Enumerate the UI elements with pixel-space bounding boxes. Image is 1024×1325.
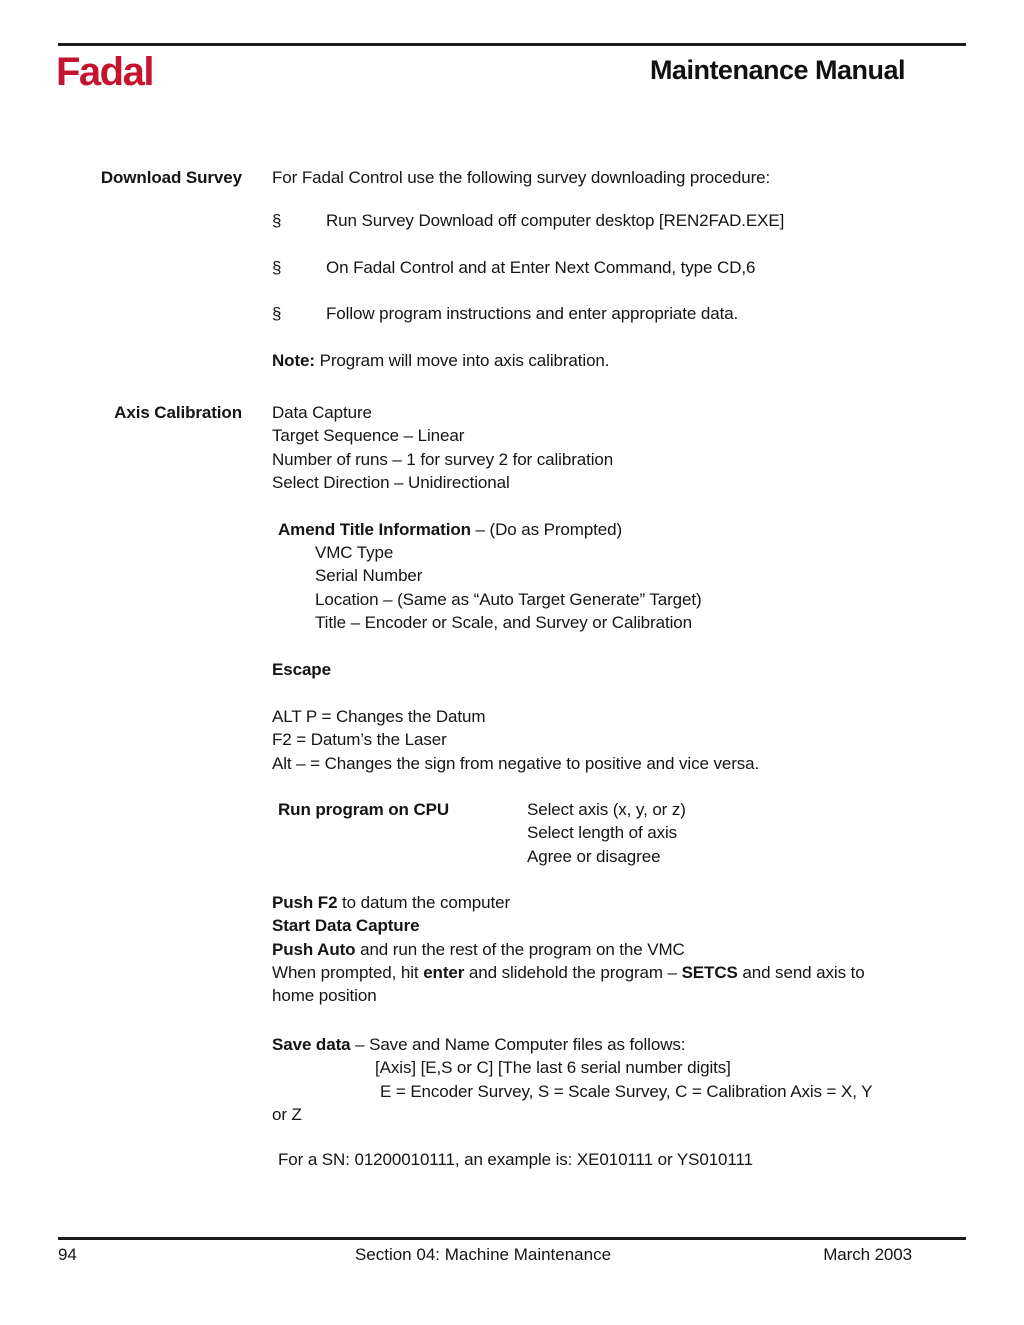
save-data-line: or Z — [272, 1105, 302, 1124]
start-data-capture-bold: Start Data Capture — [272, 916, 420, 936]
axis-calibration-label: Axis Calibration — [114, 403, 242, 422]
key-binding-line: Alt – = Changes the sign from negative to positive and vice versa. — [272, 753, 760, 773]
note-text: Program will move into axis calibration. — [314, 351, 610, 370]
data-capture-line: Data Capture — [272, 403, 372, 422]
manual-title: Maintenance Manual — [649, 55, 905, 85]
section-sign-marker: § — [272, 211, 282, 230]
key-bindings-block — [272, 705, 759, 775]
prompt-text: When prompted, hit — [272, 962, 424, 982]
amend-title-bold: Amend Title Information — [278, 520, 471, 539]
footer-rule — [58, 1237, 966, 1240]
push-step-line: home position — [272, 986, 377, 1006]
fadal-logo: Fadal — [56, 50, 153, 94]
push-f2-bold: Push F2 — [272, 893, 338, 912]
page-number: 94 — [58, 1245, 77, 1264]
note-label: Note: — [272, 351, 315, 370]
save-data-bold: Save data — [272, 1035, 351, 1054]
save-data-line: E = Encoder Survey, S = Scale Survey, C = Calibration Axis = X, Y — [380, 1082, 873, 1101]
cpu-step: Select axis (x, y, or z) — [527, 800, 686, 819]
bullet-item — [272, 256, 755, 279]
cpu-step: Select length of axis — [527, 823, 678, 843]
save-data-line: [Axis] [E,S or C] [The last 6 serial number digits] — [375, 1058, 731, 1077]
sn-example-line: For a SN: 01200010111, an example is: XE010111 or YS010111 — [278, 1150, 753, 1169]
amend-title-rest: – (Do as Prompted) — [470, 520, 623, 539]
bullet-item — [272, 209, 784, 232]
bullet-text: Run Survey Download off computer desktop [REN2FAD.EXE] — [326, 211, 785, 230]
escape-heading: Escape — [272, 660, 331, 679]
push-step-line — [272, 914, 865, 937]
run-cpu-label: Run program on CPU — [278, 800, 450, 819]
bullet-text: On Fadal Control and at Enter Next Command, type CD,6 — [326, 258, 756, 277]
amend-item: VMC Type — [315, 543, 394, 562]
enter-bold: enter — [423, 962, 465, 982]
download-survey-label: Download Survey — [100, 168, 242, 187]
save-data-heading — [272, 1033, 685, 1056]
cpu-steps-block — [527, 798, 686, 868]
data-capture-line: Target Sequence – Linear — [272, 426, 465, 446]
amend-item: Location – (Same as “Auto Target Generate” Target) — [315, 589, 702, 609]
push-f2-rest: to datum the computer — [337, 893, 511, 912]
data-capture-line: Select Direction – Unidirectional — [272, 472, 510, 492]
bullet-item — [272, 302, 738, 325]
key-binding-line: F2 = Datum’s the Laser — [272, 730, 447, 750]
push-step-line — [272, 961, 865, 984]
footer-date: March 2003 — [823, 1245, 912, 1264]
amend-item: Title – Encoder or Scale, and Survey or Calibration — [315, 612, 692, 632]
amend-item: Serial Number — [315, 566, 423, 586]
bullet-text: Follow program instructions and enter appropriate data. — [326, 304, 739, 323]
prompt-text: and slidehold the program – — [464, 962, 682, 982]
push-auto-rest: and run the rest of the program on the VMC — [355, 939, 685, 959]
prompt-text: and send axis to — [737, 962, 865, 982]
amend-title-heading — [278, 518, 622, 541]
amend-items-block — [315, 541, 702, 634]
cpu-step: Agree or disagree — [527, 846, 661, 866]
section-sign-marker: § — [272, 258, 282, 277]
key-binding-line: ALT P = Changes the Datum — [272, 707, 486, 726]
footer-section-title: Section 04: Machine Maintenance — [354, 1245, 612, 1264]
save-data-rest: – Save and Name Computer files as follows: — [350, 1035, 686, 1054]
push-auto-bold: Push Auto — [272, 939, 356, 959]
download-survey-intro: For Fadal Control use the following survey downloading procedure: — [272, 168, 771, 187]
data-capture-line: Number of runs – 1 for survey 2 for calibration — [272, 449, 614, 469]
push-steps-block — [272, 891, 865, 1007]
push-step-line — [272, 891, 865, 914]
push-step-line — [272, 938, 865, 961]
setcs-bold: SETCS — [681, 962, 738, 982]
section-sign-marker: § — [272, 304, 282, 323]
data-capture-block — [272, 401, 613, 494]
header-rule — [58, 43, 966, 46]
note-line — [272, 349, 609, 372]
